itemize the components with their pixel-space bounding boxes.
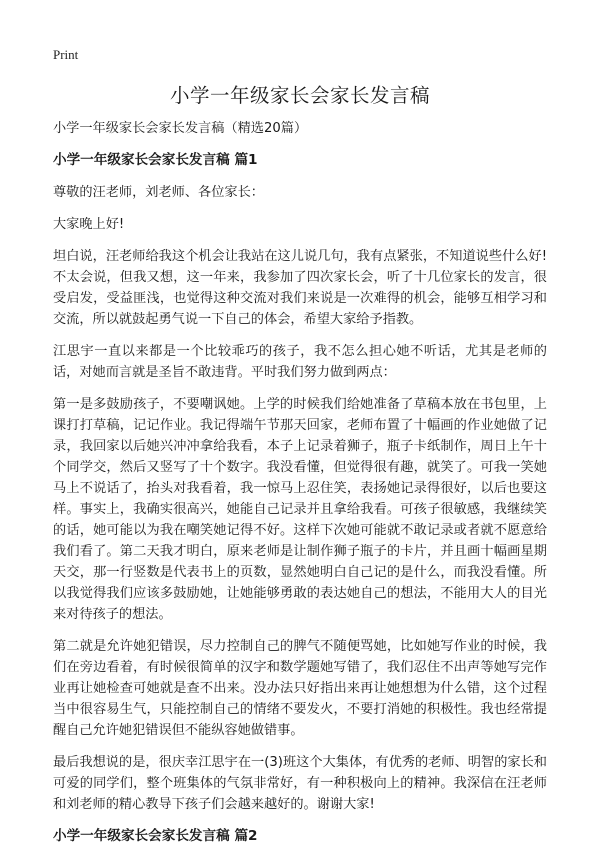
- article-body: [53, 118, 547, 858]
- subtitle: 小学一年级家长会家长发言稿（精选20篇）: [53, 121, 308, 136]
- section-heading-1: 小学一年级家长会家长发言稿 篇1: [53, 152, 258, 168]
- print-link[interactable]: Print: [53, 47, 79, 62]
- greeting: 大家晚上好!: [53, 217, 125, 232]
- paragraph-closing: 最后我想说的是，很庆幸江思宇在一(3)班这个大集体，有优秀的老师、明智的家长和可爱的同学们，整个班集体的气氛非常好，有一种积极向上的精神。我深信在汪老师和刘老师的精心教导下孩子们会越来越好的。谢谢大家!: [53, 755, 547, 812]
- page-title: 小学一年级家长会家长发言稿: [169, 84, 430, 107]
- paragraph-point-2: 第二就是允许她犯错误，尽力控制自己的脾气不随便骂她，比如她写作业的时候，我们在旁边看着，有时候很简单的汉字和数学题她写错了，我们忍住不出声等她写完作业再让她检查可她就是查不出来。没办法只好指出来再让她想想为什么错，这个过程当中很容易生气，只能控制自己的情绪不要发火，不要打消她的积极性。我也经常提醒自己允许她犯错误但不能纵容她做错事。: [53, 639, 547, 738]
- salutation: 尊敬的汪老师，刘老师、各位家长：: [53, 185, 264, 200]
- section-heading-2: 小学一年级家长会家长发言稿 篇2: [53, 828, 258, 844]
- paragraph-point-1: 第一是多鼓励孩子，不要嘲讽她。上学的时候我们给她准备了草稿本放在书包里，上课打打草稿，记记作业。我记得端午节那天回家，老师布置了十幅画的作业她做了记录，我回家以后她兴冲冲拿给我看，本子上记录着狮子，瓶子卡纸制作，周日上午十个同学交，然后又竖写了十个数字。我没看懂，但觉得很有趣，就笑了。可我一笑她马上不说话了，抬头对我看着，我一惊马上忍住笑，表扬她记录得很好，以后也要这样。事实上，我确实很高兴，她能自己记录并且拿给我看。可孩子很敏感，我继续笑的话，她可能以为我在嘲笑她记得不好。这样下次她可能就不敢记录或者就不愿意给我们看了。第二天我才明白，原来老师是让制作狮子瓶子的卡片，并且画十幅画星期天交，那一行竖数是代表书上的页数，显然她明白自己记的是什么，而我没看懂。所以我觉得我们应该多鼓励她，让她能够勇敢的表达她自己的想法，不能用大人的目光来对待孩子的想法。: [53, 397, 547, 622]
- paragraph-child: 江思宇一直以来都是一个比较乖巧的孩子，我不怎么担心她不听话，尤其是老师的话，对她而言就是圣旨不敢违背。平时我们努力做到两点：: [53, 344, 547, 380]
- paragraph-intro: 坦白说，汪老师给我这个机会让我站在这儿说几句，我有点紧张，不知道说些什么好!不太会说，但我又想，这一年来，我参加了四次家长会，听了十几位家长的发言，很受启发，受益匪浅，也觉得这种交流对我们来说是一次难得的机会，能够互相学习和交流，所以就鼓起勇气说一下自己的体会，希望大家给予指教。: [53, 249, 547, 327]
